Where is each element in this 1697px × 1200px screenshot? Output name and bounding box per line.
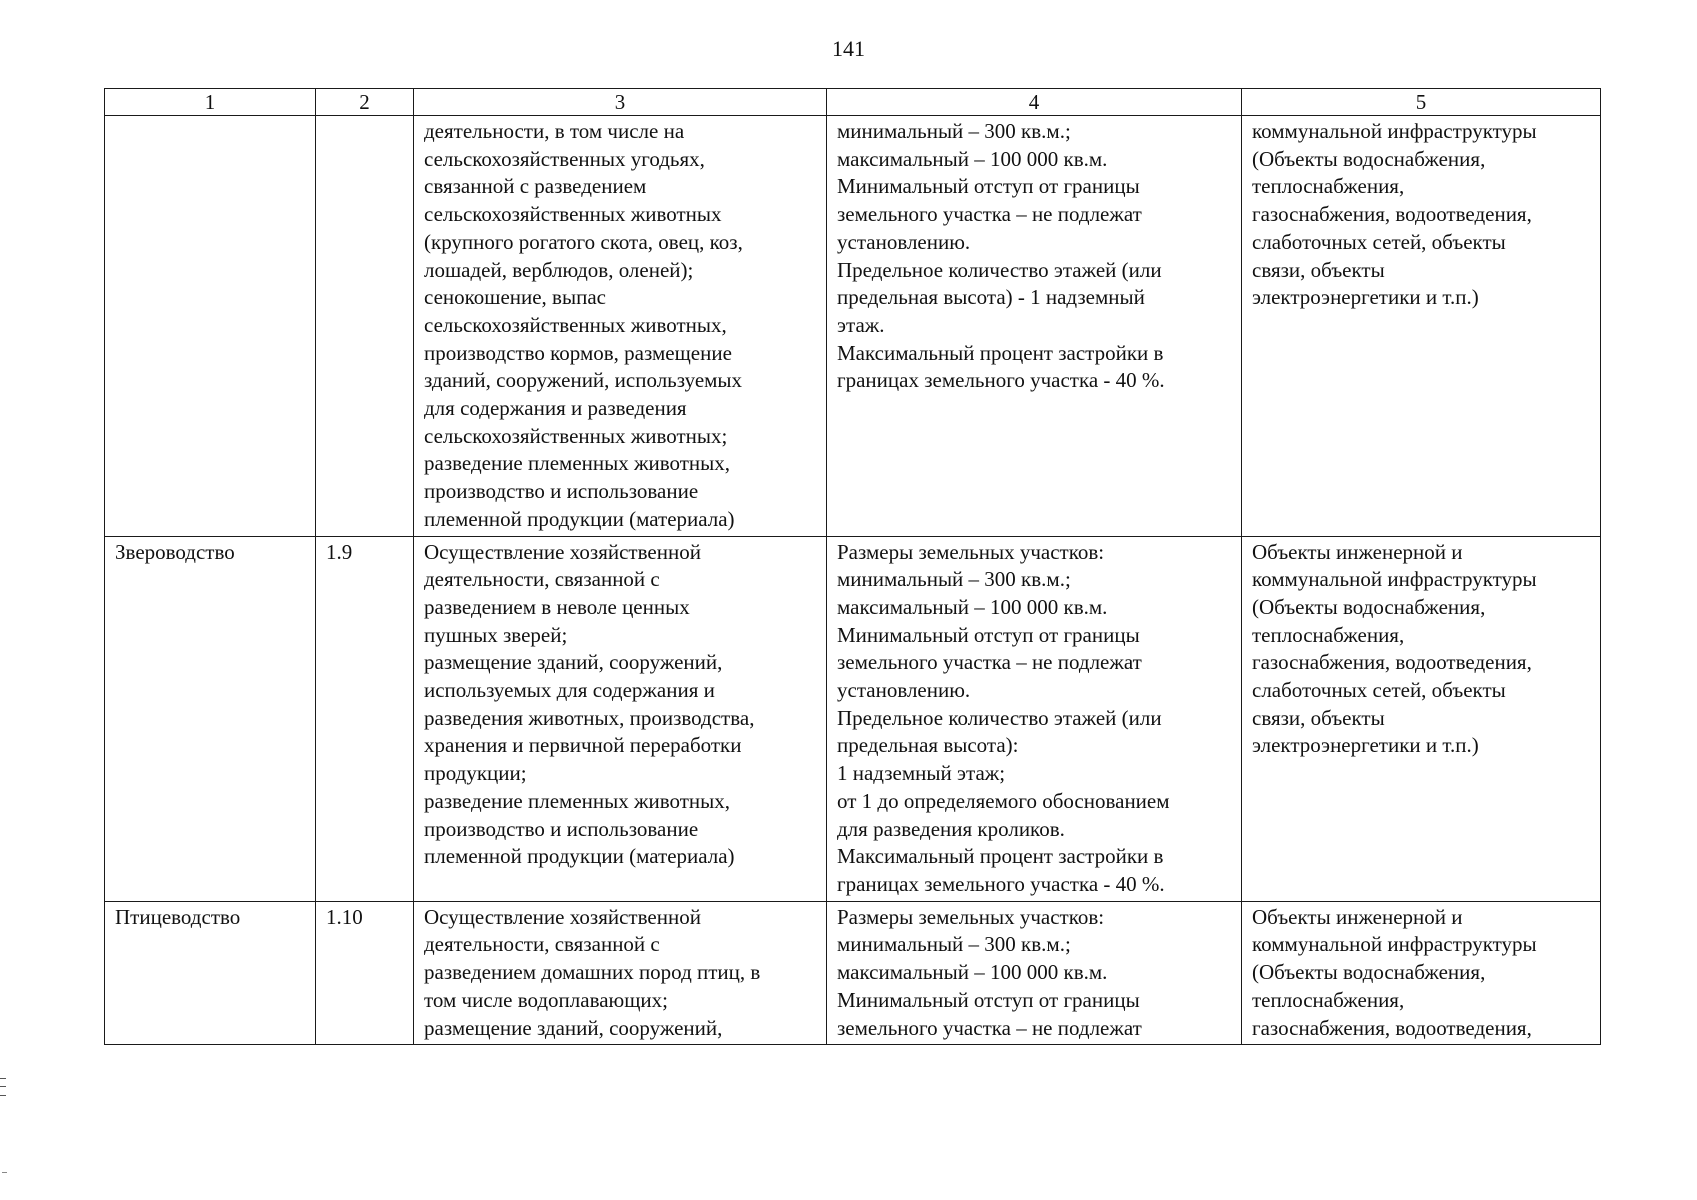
use-name-cell: Звероводство [105,536,316,901]
use-objects-cell: коммунальной инфраструктуры (Объекты водоснабжения, теплоснабжения, газоснабжения, водоотведения, слаботочных сетей, объекты связи, объекты электроэнергетики и т.п.) [1242,116,1601,537]
use-description-cell: Осуществление хозяйственной деятельности, связанной с разведением домашних пород птиц, в том числе водоплавающих; размещение зданий, сооружений, [414,901,827,1045]
use-code-cell [316,116,414,537]
use-code-cell: 1.10 [316,901,414,1045]
use-parameters-cell: Размеры земельных участков: минимальный – 300 кв.м.; максимальный – 100 000 кв.м. Минимальный отступ от границы земельного участка – не подлежат [827,901,1242,1045]
column-header-5: 5 [1242,89,1601,116]
use-parameters-cell: Размеры земельных участков: минимальный – 300 кв.м.; максимальный – 100 000 кв.м. Минимальный отступ от границы земельного участка – не подлежат установлению. Предельное количество этажей (или предельная высота): 1 надземный этаж; от 1 до определяемого обоснованием для разведения кроликов. Максимальный процент застройки в границах земельного участка - 40 %. [827,536,1242,901]
column-header-3: 3 [414,89,827,116]
use-objects-cell: Объекты инженерной и коммунальной инфраструктуры (Объекты водоснабжения, теплоснабжения, газоснабжения, водоотведения, слаботочных сетей, объекты связи, объекты электроэнергетики и т.п.) [1242,536,1601,901]
scan-edge-mark [0,1078,6,1096]
use-code-cell: 1.9 [316,536,414,901]
use-name-cell [105,116,316,537]
use-description-cell: Осуществление хозяйственной деятельности, связанной с разведением в неволе ценных пушных зверей; размещение зданий, сооружений, используемых для содержания и разведения животных, производства, хранения и первичной переработки продукции; разведение племенных животных, производство и использование племенной продукции (материала) [414,536,827,901]
table-header-row [105,89,1601,116]
scan-corner-mark [2,1172,7,1173]
use-parameters-cell: минимальный – 300 кв.м.; максимальный – 100 000 кв.м. Минимальный отступ от границы земельного участка – не подлежат установлению. Предельное количество этажей (или предельная высота) - 1 надземный этаж. Максимальный процент застройки в границах земельного участка - 40 %. [827,116,1242,537]
page-number: 141 [832,36,865,61]
table-row [105,901,1601,1045]
land-use-table [104,88,1601,1045]
column-header-1: 1 [105,89,316,116]
column-header-2: 2 [316,89,414,116]
use-objects-cell: Объекты инженерной и коммунальной инфраструктуры (Объекты водоснабжения, теплоснабжения, газоснабжения, водоотведения, [1242,901,1601,1045]
table-row [105,116,1601,537]
column-header-4: 4 [827,89,1242,116]
table-row [105,536,1601,901]
use-description-cell: деятельности, в том числе на сельскохозяйственных угодьях, связанной с разведением сельскохозяйственных животных (крупного рогатого скота, овец, коз, лошадей, верблюдов, оленей); сенокошение, выпас сельскохозяйственных животных, производство кормов, размещение зданий, сооружений, используемых для содержания и разведения сельскохозяйственных животных; разведение племенных животных, производство и использование племенной продукции (материала) [414,116,827,537]
use-name-cell: Птицеводство [105,901,316,1045]
